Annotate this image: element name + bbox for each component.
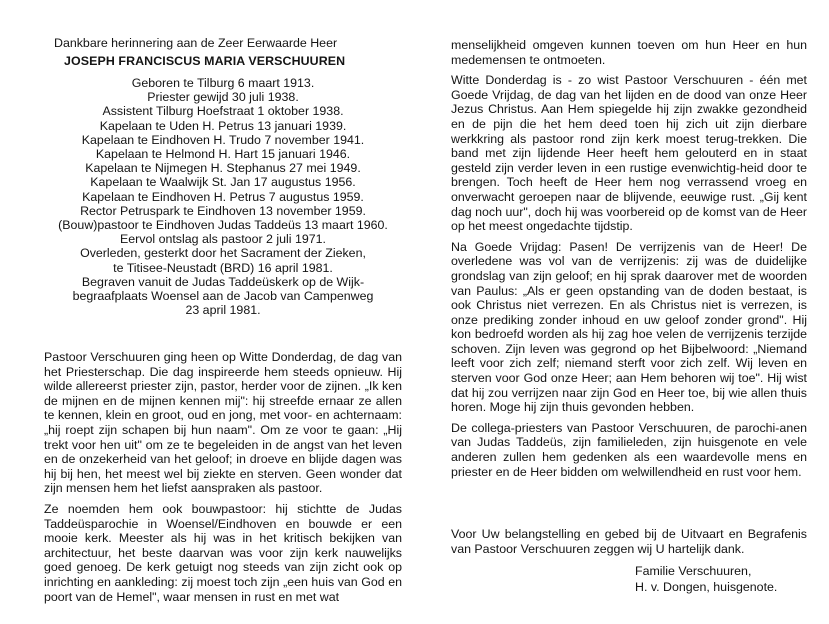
signature-family: Familie Verschuuren, xyxy=(635,564,752,578)
deceased-name: JOSEPH FRANCISCUS MARIA VERSCHUUREN xyxy=(64,54,346,68)
paragraph: Na Goede Vrijdag: Pasen! De verrijzenis van de Heer! De overledene was vol van de verrijzenis: zij was de duidelijke grondslag van zijn geloof; en hij sprak daarover met de woorden van Paulus: „Als er geen opstanding van de doden bestaat, is ook Christus niet verrezen. En als Christus niet is verrezen, is onze prediking zonder inhoud en uw geloof zonder grond". Hij kon bedroefd worden als hij zag hoe velen de verrijzenis terzijde schoven. Zijn leven was gegrond op het Bijbelwoord: „Niemand leeft voor zich zelf; niemand sterft voor zich zelf. Wij leven en sterven voor God onze Heer; aan Hem behoren wij toe". Hij wist dat hij zou verrijzen naar zijn God en Heer toe, bij wie allen thuis horen. Moge hij zijn thuis gevonden hebben. xyxy=(451,239,807,415)
career-line: Kapelaan te Waalwijk St. Jan 17 augustus 1956. xyxy=(90,175,356,190)
signature-block xyxy=(635,564,807,595)
left-body-text xyxy=(44,350,402,610)
career-line: Kapelaan te Eindhoven H. Petrus 7 augustus 1959. xyxy=(82,189,364,204)
career-line: Overleden, gesterkt door het Sacrament der Zieken, xyxy=(80,246,366,261)
career-line: Kapelaan te Helmond H. Hart 15 januari 1946. xyxy=(95,147,351,162)
career-line: Kapelaan te Nijmegen H. Stephanus 27 mei 1949. xyxy=(85,161,361,176)
career-line: (Bouw)pastoor te Eindhoven Judas Taddeüs 13 maart 1960. xyxy=(58,218,388,233)
paragraph: Pastoor Verschuuren ging heen op Witte Donderdag, de dag van het Priesterschap. Die dag inspireerde hem steeds opnieuw. Hij wilde allereerst priester zijn, pastor, herder voor de zijnen. „Ik ken de mijnen en de mijnen kennen mij": hij streefde ernaar ze allen te kennen, klein en groot, oud en jong, met voor- en achternaam: „hij roept zijn schapen bij hun naam". Om ze voor te gaan: „Hij trekt voor hen uit" om ze te begeleiden in de angst van het leven en de onzekerheid van het geloof; in droeve en blijde dagen was hij bij hen, het meest wel bij ziekte en sterven. Geen wonder dat zijn mensen hem het liefst aanspraken als pastoor. xyxy=(44,350,402,496)
career-line: Geboren te Tilburg 6 maart 1913. xyxy=(131,76,315,90)
career-line: 23 april 1981. xyxy=(185,303,261,318)
career-line: Rector Petruspark te Eindhoven 13 november 1959. xyxy=(80,203,366,218)
career-list xyxy=(44,76,402,317)
dedication-line: Dankbare herinnering aan de Zeer Eerwaarde Heer xyxy=(54,36,338,50)
signature-housemate: H. v. Dongen, huisgenote. xyxy=(635,579,778,594)
right-body-text xyxy=(451,38,807,485)
right-column xyxy=(451,0,807,624)
paragraph: menselijkheid omgeven kunnen toeven om hun Heer en hun medemensen te ontmoeten. xyxy=(451,38,807,67)
thanks-note xyxy=(451,527,807,566)
career-line: Kapelaan te Eindhoven H. Trudo 7 november 1941. xyxy=(81,132,365,147)
left-column xyxy=(44,0,402,624)
thanks-text: Voor Uw belangstelling en gebed bij de Uitvaart en Begrafenis van Pastoor Verschuuren zeggen wij U hartelijk dank. xyxy=(451,527,807,556)
career-line: Eervol ontslag als pastoor 2 juli 1971. xyxy=(120,232,326,247)
paragraph: Ze noemden hem ook bouwpastoor: hij stichtte de Judas Taddeüsparochie in Woensel/Eindhoven en bouwde er een mooie kerk. Meester als hij was in het kritisch bekijken van architectuur, het beste daarvan was voor zijn kerk nauwelijks goed genoeg. De kerk getuigt nog steeds van zijn zicht ook op inrichting en aankleding: zij moest toch zijn „een huis van God en poort van de Hemel", waar mensen in rust en met wat xyxy=(44,501,402,604)
career-line: te Titisee-Neustadt (BRD) 16 april 1981. xyxy=(113,260,333,275)
career-line: Assistent Tilburg Hoefstraat 1 oktober 1938. xyxy=(102,104,344,119)
paragraph: De collega-priesters van Pastoor Verschuuren, de parochi-anen van Judas Taddeüs, zijn familieleden, zijn huisgenote en vele anderen zullen hem gedenken als een waardevolle mens en priester en de Heer bidden om welwillendheid en rust voor hem. xyxy=(451,420,807,479)
career-line: Begraven vanuit de Judas Taddeüskerk op de Wijk- xyxy=(81,274,365,289)
career-line: Priester gewijd 30 juli 1938. xyxy=(147,90,299,105)
paragraph: Witte Donderdag is - zo wist Pastoor Verschuuren - één met Goede Vrijdag, de dag van het lijden en de dood van onze Heer Jezus Christus. Aan Hem spiegelde hij zijn zwakke gezondheid en de pijn die het hem deed toen hij zich uit zijn dierbare werkkring als pastoor rond zijn kerk moest terug-trekken. Die band met zijn lijdende Heer heeft hem gelouterd en in staat gesteld zijn verder leven in een rustige evenwichtig-heid door te brengen. Toch heeft de Heer hem nog verrassend vroeg en onverwacht geroepen naar de blijvende, eeuwige rust. „Gij kent dag noch uur", doch hij was voorbereid op de komst van de Heer op het meest ongedachte tijdstip. xyxy=(451,73,807,234)
career-line: begraafplaats Woensel aan de Jacob van Campenweg xyxy=(72,289,374,304)
career-line: Kapelaan te Uden H. Petrus 13 januari 1939. xyxy=(99,118,347,133)
